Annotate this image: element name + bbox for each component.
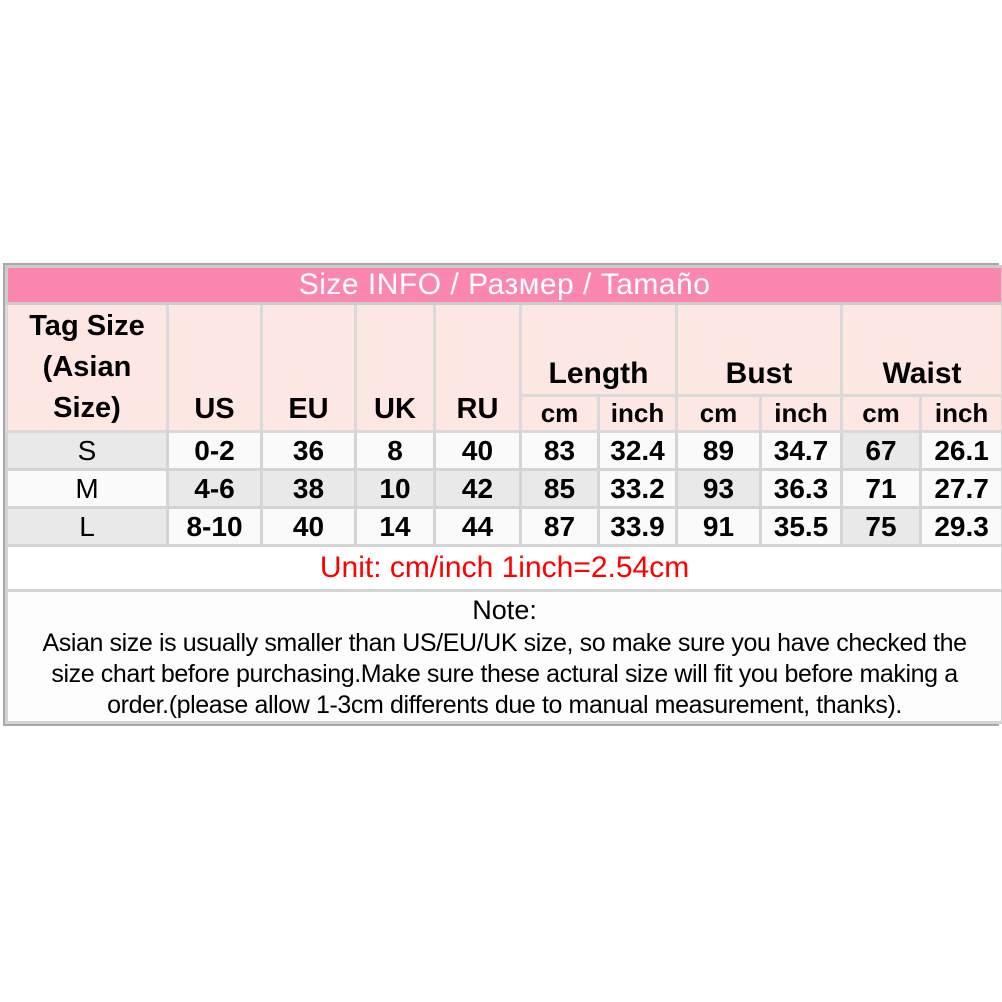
cell-s-bust-cm: 89 — [677, 432, 761, 470]
cell-l-length-inch: 33.9 — [599, 508, 677, 546]
cell-m-waist-cm: 71 — [842, 470, 921, 508]
subheader-bust-inch: inch — [761, 396, 842, 432]
cell-s-ru: 40 — [435, 432, 521, 470]
header-row-groups — [7, 304, 1002, 396]
cell-m-length-cm: 85 — [521, 470, 599, 508]
cell-l-length-cm: 87 — [521, 508, 599, 546]
cell-m-size: M — [7, 470, 168, 508]
cell-s-bust-inch: 34.7 — [761, 432, 842, 470]
cell-l-waist-inch: 29.3 — [921, 508, 1002, 546]
row-size-m — [7, 470, 1002, 508]
cell-s-eu: 36 — [262, 432, 356, 470]
title-row — [7, 267, 1002, 304]
note-line-2: size chart before purchasing.Make sure these actural size will fit you before making a — [51, 660, 958, 688]
subheader-waist-cm: cm — [842, 396, 921, 432]
note-heading: Note: — [472, 595, 537, 625]
tag-size-line-3: Size) — [53, 392, 121, 424]
col-header-ru: RU — [435, 304, 521, 432]
cell-m-ru: 42 — [435, 470, 521, 508]
tag-size-line-1: Tag Size — [29, 310, 145, 342]
col-group-waist: Waist — [842, 304, 1002, 396]
size-chart-title: Size INFO / Размер / Tamaño — [7, 267, 1002, 304]
subheader-bust-cm: cm — [677, 396, 761, 432]
note-line-3: order.(please allow 1-3cm differents due to manual measurement, thanks). — [107, 691, 902, 719]
col-header-eu: EU — [262, 304, 356, 432]
row-size-s — [7, 432, 1002, 470]
subheader-length-inch: inch — [599, 396, 677, 432]
cell-l-bust-cm: 91 — [677, 508, 761, 546]
col-group-bust: Bust — [677, 304, 842, 396]
cell-s-length-cm: 83 — [521, 432, 599, 470]
cell-l-size: L — [7, 508, 168, 546]
cell-s-uk: 8 — [356, 432, 435, 470]
note-line-1: Asian size is usually smaller than US/EU/UK size, so make sure you have checked the — [42, 629, 967, 657]
subheader-length-cm: cm — [521, 396, 599, 432]
col-header-us: US — [168, 304, 262, 432]
cell-m-bust-inch: 36.3 — [761, 470, 842, 508]
cell-s-us: 0-2 — [168, 432, 262, 470]
cell-l-waist-cm: 75 — [842, 508, 921, 546]
row-size-l — [7, 508, 1002, 546]
cell-m-uk: 10 — [356, 470, 435, 508]
note-row — [7, 591, 1002, 723]
cell-l-bust-inch: 35.5 — [761, 508, 842, 546]
tag-size-line-2: (Asian — [42, 351, 132, 383]
cell-l-uk: 14 — [356, 508, 435, 546]
cell-m-eu: 38 — [262, 470, 356, 508]
col-group-length: Length — [521, 304, 677, 396]
cell-m-bust-cm: 93 — [677, 470, 761, 508]
note-section — [7, 591, 1002, 723]
cell-l-ru: 44 — [435, 508, 521, 546]
cell-m-us: 4-6 — [168, 470, 262, 508]
cell-m-length-inch: 33.2 — [599, 470, 677, 508]
col-header-uk: UK — [356, 304, 435, 432]
subheader-waist-inch: inch — [921, 396, 1002, 432]
unit-note: Unit: cm/inch 1inch=2.54cm — [7, 546, 1002, 591]
cell-s-length-inch: 32.4 — [599, 432, 677, 470]
unit-row — [7, 546, 1002, 591]
cell-s-size: S — [7, 432, 168, 470]
cell-s-waist-inch: 26.1 — [921, 432, 1002, 470]
cell-l-us: 8-10 — [168, 508, 262, 546]
cell-l-eu: 40 — [262, 508, 356, 546]
size-chart-container — [3, 263, 999, 726]
size-chart-table — [5, 265, 1002, 724]
col-header-tag-size — [7, 304, 168, 432]
cell-s-waist-cm: 67 — [842, 432, 921, 470]
cell-m-waist-inch: 27.7 — [921, 470, 1002, 508]
